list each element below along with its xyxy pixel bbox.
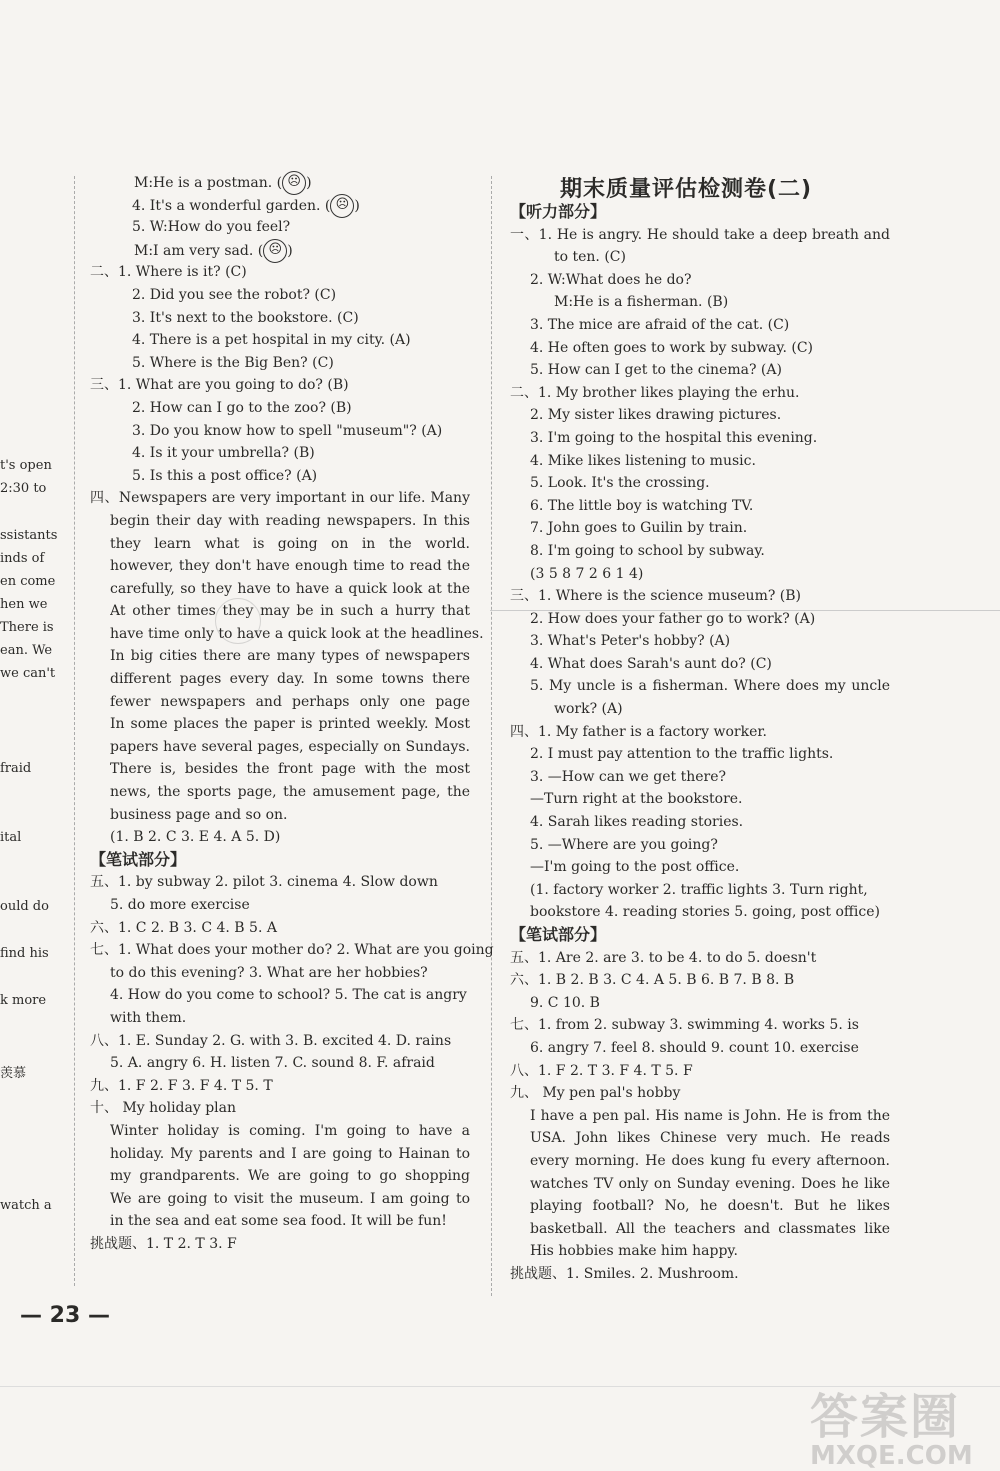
- answer-line: 三、1. Where is the science museum? (B): [510, 588, 802, 605]
- answer-line: 7. John goes to Guilin by train.: [530, 520, 748, 537]
- answer-line: 二、1. My brother likes playing the erhu.: [510, 384, 800, 401]
- answer-line: 3. I'm going to the hospital this evening.: [530, 429, 818, 446]
- answer-line: 【听力部分】: [510, 202, 607, 221]
- line-text: different pages every day. In some towns there: [110, 671, 470, 688]
- answer-line: 5. A. angry 6. H. listen 7. C. sound 8. F. afraid: [110, 1055, 435, 1072]
- left-answer-column: [90, 171, 494, 1256]
- answer-line: 4. How do you come to school? 5. The cat is angry: [110, 987, 467, 1004]
- edge-fragment: 2:30 to: [0, 481, 47, 496]
- answer-line: [510, 675, 890, 698]
- watermark-logo: [810, 1378, 995, 1471]
- answer-line: 3. The mice are afraid of the cat. (C): [530, 316, 790, 333]
- edge-fragment: t's open: [0, 458, 52, 473]
- answer-line: 三、1. What are you going to do? (B): [90, 377, 349, 394]
- answer-line: 5. Look. It's the crossing.: [530, 475, 710, 492]
- edge-fragment: fraid: [0, 761, 32, 776]
- answer-line: [90, 487, 470, 510]
- answer-line: [90, 1188, 470, 1211]
- line-text: 5. My uncle is a fisherman. Where does my uncle: [530, 678, 890, 695]
- answer-line: 4. Is it your umbrella? (B): [132, 445, 315, 462]
- answer-line: with them.: [110, 1009, 187, 1026]
- column-divider-left: [74, 176, 75, 1286]
- edge-fragment: watch a: [0, 1198, 52, 1213]
- answer-line: 二、1. Where is it? (C): [90, 264, 247, 281]
- sad-face-icon: ☹: [263, 239, 287, 263]
- answer-line: [90, 194, 470, 217]
- answer-line: 4. There is a pet hospital in my city. (A): [132, 332, 411, 349]
- answer-line: 4. He often goes to work by subway. (C): [530, 339, 813, 356]
- line-text: M:I am very sad. (: [134, 242, 264, 259]
- answer-line: 挑战题、1. Smiles. 2. Mushroom.: [510, 1265, 739, 1282]
- edge-fragment: we can't: [0, 666, 56, 681]
- answer-line: [90, 758, 470, 781]
- answer-line: 十、 My holiday plan: [90, 1100, 237, 1117]
- answer-line: [90, 736, 470, 759]
- answer-line: 5. —Where are you going?: [530, 836, 718, 853]
- answer-line: [90, 578, 470, 601]
- answer-line: 2. Did you see the robot? (C): [132, 286, 337, 303]
- answer-line: [510, 1127, 890, 1150]
- line-text: however, they don't have enough time to read the: [110, 558, 470, 575]
- line-text: 一、1. He is angry. He should take a deep breath and: [510, 226, 890, 243]
- line-text: basketball. All the teachers and classmates like: [530, 1220, 890, 1237]
- sad-face-icon: ☹: [330, 194, 354, 218]
- answer-line: have time only to have a quick look at the headlines.: [110, 625, 484, 642]
- watermark-cn: 答案圈: [810, 1389, 961, 1445]
- answer-line: 六、1. C 2. B 3. C 4. B 5. A: [90, 919, 277, 936]
- answer-line: to ten. (C): [554, 249, 626, 266]
- edge-fragment: There is: [0, 620, 54, 635]
- answer-line: bookstore 4. reading stories 5. going, post office): [530, 904, 880, 921]
- edge-fragment: find his: [0, 946, 49, 961]
- line-tail: ): [306, 175, 312, 191]
- exam-title: 期末质量评估检测卷(二): [560, 177, 813, 202]
- answer-line: [90, 645, 470, 668]
- answer-line: (1. B 2. C 3. E 4. A 5. D): [110, 829, 281, 846]
- edge-fragment: k more: [0, 993, 47, 1008]
- answer-line: [90, 510, 470, 533]
- answer-line: [510, 1173, 890, 1196]
- line-text: fewer newspapers and perhaps only one page: [110, 693, 470, 710]
- answer-line: business page and so on.: [110, 806, 288, 823]
- answer-line: 九、1. F 2. F 3. F 4. T 5. T: [90, 1077, 273, 1094]
- line-text: my grandparents. We are going to go shopping: [110, 1168, 470, 1185]
- edge-fragment: en come: [0, 574, 56, 589]
- line-text: carefully, so they have to have a quick look at the: [110, 580, 470, 597]
- line-text: news, the sports page, the amusement page, the: [110, 784, 470, 801]
- line-text: 4. It's a wonderful garden. (: [132, 197, 331, 214]
- answer-line: 5. How can I get to the cinema? (A): [530, 362, 782, 379]
- line-text: playing football? No, he doesn't. But he likes: [530, 1198, 890, 1215]
- answer-line: 3. Do you know how to spell "museum"? (A): [132, 422, 443, 439]
- line-text: watches TV only on Sunday evening. Does he like: [530, 1175, 890, 1192]
- edge-fragment: hen we: [0, 597, 48, 612]
- answer-line: 5. do more exercise: [110, 897, 250, 913]
- answer-line: 五、1. by subway 2. pilot 3. cinema 4. Slow down: [90, 874, 438, 891]
- line-text: I have a pen pal. His name is John. He is from the: [530, 1107, 890, 1124]
- answer-line: 四、1. My father is a factory worker.: [510, 723, 767, 740]
- answer-line: [510, 1218, 890, 1241]
- line-text: papers have several pages, especially on Sundays.: [110, 738, 470, 755]
- answer-line: 9. C 10. B: [530, 994, 600, 1011]
- line-text: every morning. He does kung fu every afternoon.: [530, 1152, 890, 1169]
- answer-line: (3 5 8 7 2 6 1 4): [530, 565, 644, 582]
- answer-line: [510, 1195, 890, 1218]
- answer-line: 4. Sarah likes reading stories.: [530, 814, 744, 831]
- answer-line: 五、1. Are 2. are 3. to be 4. to do 5. doesn't: [510, 949, 817, 966]
- answer-line: 2. I must pay attention to the traffic lights.: [530, 746, 834, 763]
- line-tail: ): [354, 197, 360, 214]
- line-text: In some places the paper is printed weekly. Most: [110, 716, 470, 733]
- answer-line: 2. W:What does he do?: [530, 271, 692, 288]
- answer-line: 4. Mike likes listening to music.: [530, 452, 756, 469]
- page-number: — 23 —: [20, 1303, 110, 1328]
- line-text: holiday. My parents and I are going to Hainan to: [110, 1145, 470, 1162]
- line-tail: ): [287, 242, 293, 259]
- answer-line: 2. My sister likes drawing pictures.: [530, 407, 782, 424]
- answer-line: [90, 781, 470, 804]
- answer-line: [90, 171, 470, 194]
- edge-fragment: 羡慕: [0, 1066, 27, 1081]
- answer-line: 5. Is this a post office? (A): [132, 467, 318, 484]
- answer-line: [90, 691, 470, 714]
- answer-line: —Turn right at the bookstore.: [530, 791, 743, 808]
- answer-line: [90, 533, 470, 556]
- line-text: USA. John likes Chinese very much. He reads: [530, 1130, 890, 1147]
- sad-face-icon: ☹: [282, 171, 306, 195]
- line-text: they learn what is going on in the world.: [110, 535, 470, 552]
- answer-line: 挑战题、1. T 2. T 3. F: [90, 1235, 237, 1252]
- answer-line: 3. —How can we get there?: [530, 768, 726, 785]
- answer-line: 六、1. B 2. B 3. C 4. A 5. B 6. B 7. B 8. B: [510, 972, 795, 989]
- answer-line: in the sea and eat some sea food. It will be fun!: [110, 1213, 447, 1230]
- answer-line: [510, 1150, 890, 1173]
- answer-line: [90, 555, 470, 578]
- line-text: begin their day with reading newspapers. In this: [110, 512, 470, 529]
- answer-line: 【笔试部分】: [90, 849, 187, 869]
- answer-line: [510, 1105, 890, 1128]
- answer-line: 6. The little boy is watching TV.: [530, 497, 754, 514]
- answer-line: 3. It's next to the bookstore. (C): [132, 309, 359, 326]
- answer-line: 八、1. F 2. T 3. F 4. T 5. F: [510, 1062, 693, 1079]
- line-text: M:He is a postman. (: [134, 175, 283, 191]
- answer-line: 5. Where is the Big Ben? (C): [132, 354, 334, 371]
- edge-fragment: ould do: [0, 899, 49, 914]
- column-divider-middle: [491, 176, 492, 1296]
- answer-line: [90, 1165, 470, 1188]
- answer-line: [90, 1143, 470, 1166]
- page-number-value: 23: [49, 1303, 81, 1328]
- answer-line: 2. How can I go to the zoo? (B): [132, 399, 352, 416]
- answer-line: His hobbies make him happy.: [530, 1243, 738, 1260]
- answer-line: M:He is a fisherman. (B): [554, 294, 729, 311]
- answer-line: 七、1. What does your mother do? 2. What are you going: [90, 942, 494, 959]
- answer-line: [90, 239, 470, 262]
- answer-line: 3. What's Peter's hobby? (A): [530, 633, 731, 650]
- answer-line: to do this evening? 3. What are her hobbies?: [110, 964, 428, 981]
- line-text: There is, besides the front page with the most: [110, 761, 470, 778]
- right-answer-column: [510, 201, 890, 1286]
- answer-line: 八、1. E. Sunday 2. G. with 3. B. excited 4. D. rains: [90, 1032, 452, 1049]
- edge-fragment: ssistants: [0, 528, 58, 543]
- answer-line: [90, 668, 470, 691]
- answer-line: 5. W:How do you feel?: [132, 219, 291, 236]
- answer-line: work? (A): [554, 701, 623, 718]
- answer-line: 七、1. from 2. subway 3. swimming 4. works 5. is: [510, 1017, 859, 1034]
- answer-line: 【笔试部分】: [510, 925, 607, 944]
- edge-fragment: inds of: [0, 551, 45, 566]
- answer-line: 6. angry 7. feel 8. should 9. count 10. exercise: [530, 1039, 859, 1056]
- answer-line: —I'm going to the post office.: [530, 859, 740, 876]
- answer-line: 8. I'm going to school by subway.: [530, 542, 765, 559]
- line-text: At other times they may be in such a hurry that: [110, 603, 470, 620]
- edge-fragment: ital: [0, 830, 22, 845]
- line-text: 四、Newspapers are very important in our life. Many: [90, 490, 470, 507]
- edge-fragment: ean. We: [0, 643, 53, 658]
- answer-line: 4. What does Sarah's aunt do? (C): [530, 655, 772, 672]
- watermark-en: MXQE.COM: [810, 1441, 973, 1471]
- line-text: We are going to visit the museum. I am going to: [110, 1190, 470, 1207]
- answer-line: [90, 600, 470, 623]
- answer-line: [510, 224, 890, 247]
- answer-line: 九、 My pen pal's hobby: [510, 1085, 681, 1102]
- line-text: Winter holiday is coming. I'm going to have a: [110, 1122, 470, 1139]
- answer-line: (1. factory worker 2. traffic lights 3. Turn right,: [530, 881, 868, 898]
- line-text: In big cities there are many types of newspapers: [110, 648, 470, 665]
- answer-line: [90, 1120, 470, 1143]
- answer-line: [90, 713, 470, 736]
- answer-line: 2. How does your father go to work? (A): [530, 610, 816, 627]
